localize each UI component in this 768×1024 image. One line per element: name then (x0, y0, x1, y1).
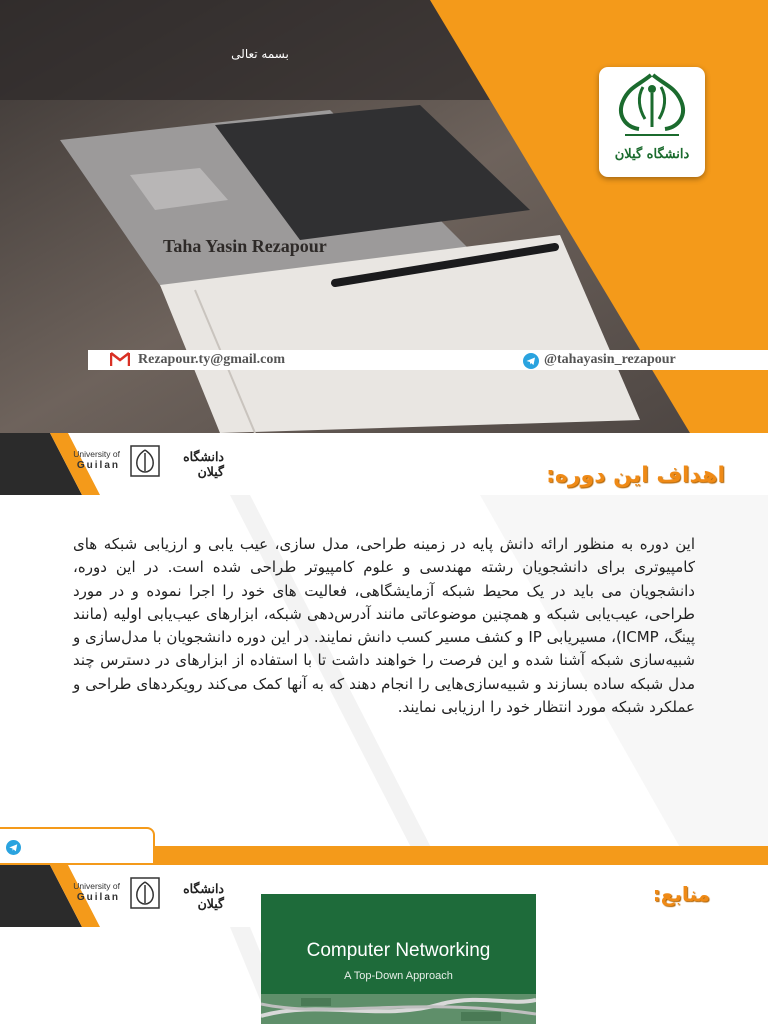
telegram-icon (523, 353, 539, 369)
university-logo-text: دانشگاه گیلان (614, 147, 690, 162)
references-slide (0, 865, 768, 1024)
university-header-logo (68, 873, 233, 918)
logo-en-line1: University of (73, 881, 120, 891)
references-heading: منابع: (652, 882, 710, 906)
telegram-icon[interactable] (6, 840, 21, 855)
goals-paragraph: این دوره به منظور ارائه دانش پایه در زمینه طراحی، مدل سازی، عیب یابی و ارزیابی شبکه های کامپیوتری برای دانشجویان رشته مهندسی و علوم کامپیوتر طراحی شده است. در این دوره، دانشجویان می باید در یک محیط شبکه آزمایشگاهی، فعالیت های خود را اجرا نموده و در مورد طراحی، عیب‌یابی شبکه و همچنین موضوعاتی مانند آدرس‌دهی شبکه، ابزارهای عیب‌یابی اولیه (مانند پینگ، ICMP)، مسیریابی IP و کشف مسیر کسب دانش نمایند. در این دوره دانشجویان با مدل‌سازی و شبیه‌سازی شبکه آشنا شده و این فرصت را خواهند داشت تا با استفاده از ابزارهای در دسترس چند مدل شبکه ساده بسازند و شبیه‌سازی‌هایی را انجام دهند که به آنها کمک می‌کند رویکردهای طراحی و عملکرد شبکه مورد انتظار خود را ارزیابی نمایند. (73, 535, 696, 717)
book-subtitle: A Top-Down Approach (344, 970, 453, 982)
logo-en-line1: University of (73, 449, 120, 459)
logo-fa-text: دانشگاه گیلان (183, 881, 224, 911)
goals-heading: اهداف این دوره: (546, 463, 725, 488)
university-logo (599, 67, 705, 177)
telegram-handle-link[interactable]: @tahayasin_rezapour (544, 352, 676, 367)
footer-contact-box (0, 827, 155, 865)
logo-fa-text: دانشگاه گیلان (183, 449, 224, 479)
author-name: Taha Yasin Rezapour (163, 236, 327, 256)
university-emblem-icon (130, 877, 160, 909)
university-emblem-icon (130, 445, 160, 477)
email-link[interactable]: Rezapour.ty@gmail.com (138, 352, 286, 367)
goals-slide (0, 433, 768, 865)
university-header-logo (68, 441, 233, 486)
book-cover-road-image (261, 994, 536, 1024)
logo-en-line2: Guilan (76, 892, 120, 903)
gmail-icon (110, 352, 130, 367)
book-title: Computer Networking (306, 940, 491, 961)
cover-slide (0, 0, 768, 433)
university-emblem-icon (599, 67, 705, 147)
logo-en-line2: Guilan (76, 460, 120, 471)
bismillah-text: بسمه تعالی (231, 47, 289, 61)
book-cover (261, 894, 536, 1024)
